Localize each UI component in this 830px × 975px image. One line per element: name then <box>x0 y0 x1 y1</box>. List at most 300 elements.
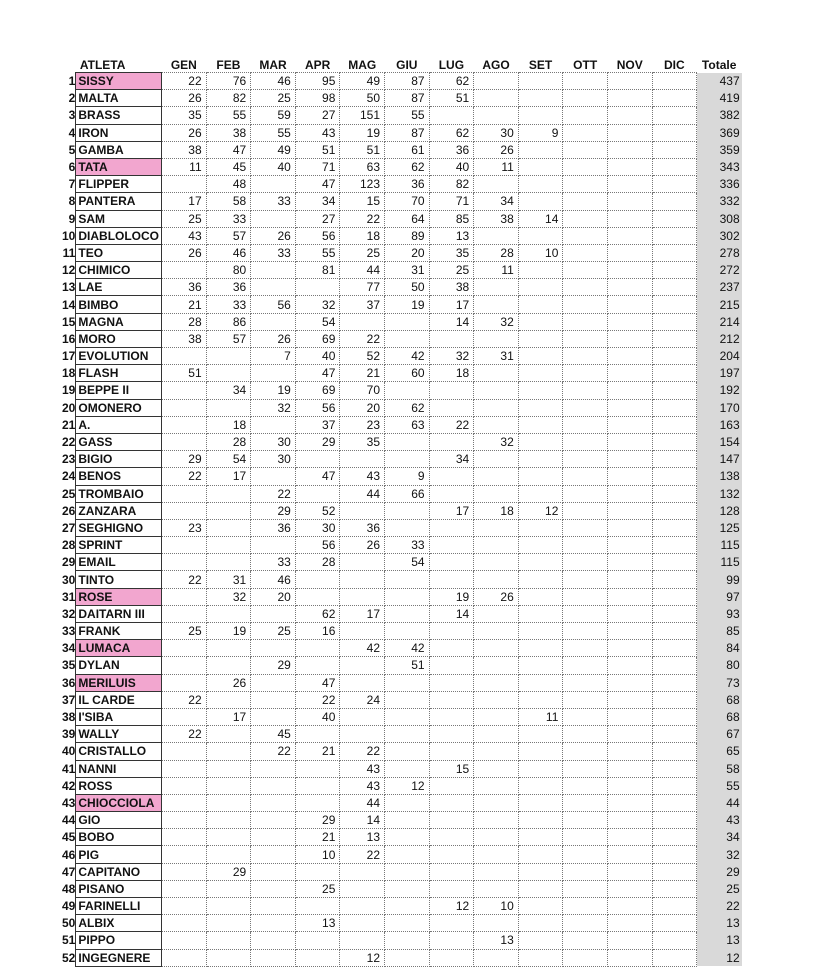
month-cell[interactable] <box>162 829 207 846</box>
month-cell[interactable]: 18 <box>206 416 251 433</box>
month-cell[interactable]: 16 <box>295 623 340 640</box>
month-cell[interactable] <box>206 915 251 932</box>
month-cell[interactable]: 14 <box>429 605 474 622</box>
month-cell[interactable] <box>518 812 563 829</box>
month-cell[interactable] <box>340 502 385 519</box>
month-cell[interactable] <box>385 674 430 691</box>
month-cell[interactable]: 55 <box>295 244 340 261</box>
month-cell[interactable] <box>607 949 652 966</box>
header-ott[interactable]: OTT <box>573 57 598 72</box>
month-cell[interactable]: 17 <box>206 708 251 725</box>
month-cell[interactable]: 38 <box>162 330 207 347</box>
month-cell[interactable]: 29 <box>295 433 340 450</box>
month-cell[interactable] <box>652 708 697 725</box>
month-cell[interactable]: 70 <box>340 382 385 399</box>
month-cell[interactable] <box>563 760 608 777</box>
month-cell[interactable]: 26 <box>340 537 385 554</box>
month-cell[interactable] <box>563 313 608 330</box>
header-giu[interactable]: GIU <box>396 57 418 72</box>
month-cell[interactable] <box>340 708 385 725</box>
month-cell[interactable] <box>474 296 519 313</box>
month-cell[interactable]: 43 <box>340 760 385 777</box>
month-cell[interactable] <box>563 399 608 416</box>
month-cell[interactable] <box>385 433 430 450</box>
month-cell[interactable]: 20 <box>251 588 296 605</box>
month-cell[interactable] <box>607 365 652 382</box>
month-cell[interactable] <box>162 485 207 502</box>
month-cell[interactable]: 43 <box>340 468 385 485</box>
month-cell[interactable] <box>429 640 474 657</box>
header-gen[interactable]: GEN <box>170 57 197 72</box>
month-cell[interactable] <box>518 485 563 502</box>
total-cell[interactable]: 272 <box>697 262 742 279</box>
month-cell[interactable] <box>340 674 385 691</box>
month-cell[interactable] <box>429 485 474 502</box>
month-cell[interactable] <box>607 433 652 450</box>
month-cell[interactable] <box>607 124 652 141</box>
month-cell[interactable] <box>385 932 430 949</box>
month-cell[interactable]: 13 <box>474 932 519 949</box>
month-cell[interactable]: 80 <box>206 262 251 279</box>
month-cell[interactable] <box>607 313 652 330</box>
total-cell[interactable]: 12 <box>697 949 742 966</box>
month-cell[interactable] <box>206 537 251 554</box>
month-cell[interactable] <box>607 279 652 296</box>
month-cell[interactable] <box>206 743 251 760</box>
month-cell[interactable] <box>518 726 563 743</box>
month-cell[interactable] <box>251 846 296 863</box>
total-cell[interactable]: 419 <box>697 90 742 107</box>
month-cell[interactable] <box>607 73 652 90</box>
month-cell[interactable]: 25 <box>295 880 340 897</box>
month-cell[interactable]: 43 <box>295 124 340 141</box>
athlete-name-cell[interactable]: ALBIX <box>76 915 162 932</box>
total-cell[interactable]: 99 <box>697 571 742 588</box>
month-cell[interactable] <box>251 176 296 193</box>
athlete-name-cell[interactable]: FLIPPER <box>76 176 162 193</box>
month-cell[interactable] <box>474 605 519 622</box>
month-cell[interactable]: 42 <box>385 348 430 365</box>
month-cell[interactable] <box>563 726 608 743</box>
month-cell[interactable] <box>652 158 697 175</box>
month-cell[interactable] <box>563 571 608 588</box>
month-cell[interactable]: 9 <box>518 124 563 141</box>
total-cell[interactable]: 44 <box>697 794 742 811</box>
month-cell[interactable] <box>607 244 652 261</box>
month-cell[interactable]: 7 <box>251 348 296 365</box>
month-cell[interactable] <box>429 777 474 794</box>
month-cell[interactable] <box>162 708 207 725</box>
month-cell[interactable] <box>518 73 563 90</box>
month-cell[interactable]: 22 <box>162 691 207 708</box>
month-cell[interactable]: 22 <box>340 846 385 863</box>
month-cell[interactable] <box>474 829 519 846</box>
month-cell[interactable] <box>340 657 385 674</box>
month-cell[interactable]: 98 <box>295 90 340 107</box>
athlete-name-cell[interactable]: CHIOCCIOLA <box>76 794 162 811</box>
month-cell[interactable]: 35 <box>429 244 474 261</box>
month-cell[interactable]: 13 <box>340 829 385 846</box>
athlete-name-cell[interactable]: BIMBO <box>76 296 162 313</box>
month-cell[interactable] <box>652 382 697 399</box>
month-cell[interactable] <box>251 949 296 966</box>
month-cell[interactable] <box>429 812 474 829</box>
month-cell[interactable]: 44 <box>340 262 385 279</box>
athlete-name-cell[interactable]: BRASS <box>76 107 162 124</box>
month-cell[interactable]: 70 <box>385 193 430 210</box>
athlete-name-cell[interactable]: TATA <box>76 158 162 175</box>
month-cell[interactable] <box>295 794 340 811</box>
total-cell[interactable]: 13 <box>697 932 742 949</box>
month-cell[interactable] <box>518 399 563 416</box>
month-cell[interactable] <box>563 73 608 90</box>
month-cell[interactable] <box>563 416 608 433</box>
total-cell[interactable]: 68 <box>697 708 742 725</box>
month-cell[interactable] <box>563 365 608 382</box>
month-cell[interactable] <box>652 726 697 743</box>
month-cell[interactable]: 66 <box>385 485 430 502</box>
month-cell[interactable]: 26 <box>251 330 296 347</box>
month-cell[interactable]: 12 <box>340 949 385 966</box>
month-cell[interactable] <box>474 451 519 468</box>
month-cell[interactable] <box>607 794 652 811</box>
month-cell[interactable] <box>652 863 697 880</box>
month-cell[interactable]: 82 <box>206 90 251 107</box>
month-cell[interactable]: 29 <box>295 812 340 829</box>
month-cell[interactable] <box>385 915 430 932</box>
month-cell[interactable] <box>518 348 563 365</box>
month-cell[interactable]: 32 <box>429 348 474 365</box>
month-cell[interactable] <box>474 90 519 107</box>
month-cell[interactable]: 11 <box>162 158 207 175</box>
month-cell[interactable] <box>206 898 251 915</box>
athlete-name-cell[interactable]: BENOS <box>76 468 162 485</box>
month-cell[interactable]: 71 <box>295 158 340 175</box>
month-cell[interactable] <box>251 640 296 657</box>
month-cell[interactable]: 54 <box>385 554 430 571</box>
month-cell[interactable]: 21 <box>295 829 340 846</box>
month-cell[interactable] <box>295 932 340 949</box>
month-cell[interactable]: 71 <box>429 193 474 210</box>
month-cell[interactable]: 36 <box>340 519 385 536</box>
month-cell[interactable]: 43 <box>162 227 207 244</box>
month-cell[interactable] <box>607 932 652 949</box>
month-cell[interactable] <box>563 949 608 966</box>
month-cell[interactable]: 26 <box>162 90 207 107</box>
month-cell[interactable] <box>563 90 608 107</box>
month-cell[interactable] <box>563 708 608 725</box>
month-cell[interactable] <box>340 726 385 743</box>
header-set[interactable]: SET <box>528 57 553 72</box>
athlete-name-cell[interactable]: DIABLOLOCO <box>76 227 162 244</box>
month-cell[interactable]: 54 <box>295 313 340 330</box>
month-cell[interactable] <box>652 90 697 107</box>
month-cell[interactable] <box>340 623 385 640</box>
month-cell[interactable] <box>162 674 207 691</box>
month-cell[interactable]: 51 <box>385 657 430 674</box>
month-cell[interactable] <box>563 640 608 657</box>
month-cell[interactable] <box>429 932 474 949</box>
month-cell[interactable]: 64 <box>385 210 430 227</box>
month-cell[interactable]: 18 <box>474 502 519 519</box>
month-cell[interactable] <box>429 468 474 485</box>
month-cell[interactable]: 30 <box>474 124 519 141</box>
month-cell[interactable] <box>563 846 608 863</box>
month-cell[interactable]: 85 <box>429 210 474 227</box>
month-cell[interactable] <box>474 365 519 382</box>
month-cell[interactable] <box>607 588 652 605</box>
month-cell[interactable] <box>162 812 207 829</box>
month-cell[interactable] <box>251 794 296 811</box>
month-cell[interactable] <box>385 898 430 915</box>
month-cell[interactable]: 32 <box>474 433 519 450</box>
month-cell[interactable] <box>563 674 608 691</box>
month-cell[interactable] <box>652 365 697 382</box>
total-cell[interactable]: 93 <box>697 605 742 622</box>
total-cell[interactable]: 73 <box>697 674 742 691</box>
total-cell[interactable]: 13 <box>697 915 742 932</box>
month-cell[interactable] <box>162 382 207 399</box>
month-cell[interactable] <box>474 777 519 794</box>
month-cell[interactable]: 19 <box>385 296 430 313</box>
month-cell[interactable]: 24 <box>340 691 385 708</box>
month-cell[interactable] <box>563 915 608 932</box>
month-cell[interactable]: 23 <box>340 416 385 433</box>
athlete-name-cell[interactable]: TINTO <box>76 571 162 588</box>
month-cell[interactable] <box>162 605 207 622</box>
total-cell[interactable]: 437 <box>697 73 742 90</box>
month-cell[interactable] <box>295 571 340 588</box>
athlete-name-cell[interactable]: WALLY <box>76 726 162 743</box>
month-cell[interactable] <box>518 141 563 158</box>
total-cell[interactable]: 204 <box>697 348 742 365</box>
total-cell[interactable]: 125 <box>697 519 742 536</box>
month-cell[interactable]: 37 <box>295 416 340 433</box>
month-cell[interactable] <box>563 537 608 554</box>
month-cell[interactable] <box>607 416 652 433</box>
month-cell[interactable] <box>652 279 697 296</box>
month-cell[interactable]: 87 <box>385 90 430 107</box>
month-cell[interactable]: 51 <box>429 90 474 107</box>
total-cell[interactable]: 115 <box>697 554 742 571</box>
month-cell[interactable] <box>652 794 697 811</box>
month-cell[interactable]: 34 <box>206 382 251 399</box>
month-cell[interactable] <box>652 777 697 794</box>
month-cell[interactable] <box>652 588 697 605</box>
month-cell[interactable] <box>607 193 652 210</box>
month-cell[interactable] <box>429 433 474 450</box>
month-cell[interactable]: 42 <box>385 640 430 657</box>
month-cell[interactable] <box>518 330 563 347</box>
month-cell[interactable]: 47 <box>206 141 251 158</box>
month-cell[interactable] <box>162 537 207 554</box>
month-cell[interactable]: 43 <box>340 777 385 794</box>
month-cell[interactable] <box>518 519 563 536</box>
month-cell[interactable] <box>563 468 608 485</box>
month-cell[interactable] <box>340 880 385 897</box>
month-cell[interactable]: 45 <box>251 726 296 743</box>
total-cell[interactable]: 278 <box>697 244 742 261</box>
total-cell[interactable]: 382 <box>697 107 742 124</box>
month-cell[interactable] <box>652 760 697 777</box>
month-cell[interactable]: 62 <box>385 158 430 175</box>
month-cell[interactable] <box>251 210 296 227</box>
month-cell[interactable] <box>652 949 697 966</box>
month-cell[interactable] <box>162 588 207 605</box>
month-cell[interactable] <box>607 296 652 313</box>
month-cell[interactable] <box>385 829 430 846</box>
month-cell[interactable] <box>652 519 697 536</box>
month-cell[interactable] <box>295 485 340 502</box>
month-cell[interactable]: 38 <box>206 124 251 141</box>
month-cell[interactable] <box>251 880 296 897</box>
athlete-name-cell[interactable]: CAPITANO <box>76 863 162 880</box>
month-cell[interactable]: 17 <box>162 193 207 210</box>
month-cell[interactable] <box>652 657 697 674</box>
athlete-name-cell[interactable]: SAM <box>76 210 162 227</box>
month-cell[interactable] <box>251 777 296 794</box>
month-cell[interactable]: 25 <box>340 244 385 261</box>
total-cell[interactable]: 212 <box>697 330 742 347</box>
month-cell[interactable]: 87 <box>385 73 430 90</box>
month-cell[interactable] <box>607 451 652 468</box>
month-cell[interactable] <box>474 382 519 399</box>
month-cell[interactable] <box>563 262 608 279</box>
month-cell[interactable]: 151 <box>340 107 385 124</box>
month-cell[interactable]: 10 <box>474 898 519 915</box>
month-cell[interactable] <box>652 313 697 330</box>
month-cell[interactable] <box>385 588 430 605</box>
month-cell[interactable] <box>563 657 608 674</box>
month-cell[interactable]: 57 <box>206 227 251 244</box>
month-cell[interactable] <box>251 898 296 915</box>
month-cell[interactable] <box>518 433 563 450</box>
month-cell[interactable]: 47 <box>295 468 340 485</box>
month-cell[interactable] <box>652 244 697 261</box>
month-cell[interactable] <box>607 330 652 347</box>
month-cell[interactable] <box>429 519 474 536</box>
month-cell[interactable]: 25 <box>162 623 207 640</box>
month-cell[interactable]: 25 <box>251 90 296 107</box>
month-cell[interactable] <box>206 485 251 502</box>
total-cell[interactable]: 32 <box>697 846 742 863</box>
month-cell[interactable] <box>563 777 608 794</box>
month-cell[interactable] <box>518 623 563 640</box>
month-cell[interactable]: 22 <box>162 73 207 90</box>
month-cell[interactable] <box>162 743 207 760</box>
month-cell[interactable]: 51 <box>295 141 340 158</box>
athlete-name-cell[interactable]: MALTA <box>76 90 162 107</box>
month-cell[interactable] <box>474 468 519 485</box>
month-cell[interactable] <box>162 846 207 863</box>
month-cell[interactable] <box>518 90 563 107</box>
month-cell[interactable]: 55 <box>251 124 296 141</box>
month-cell[interactable] <box>295 640 340 657</box>
month-cell[interactable] <box>385 949 430 966</box>
month-cell[interactable] <box>607 210 652 227</box>
month-cell[interactable] <box>607 777 652 794</box>
month-cell[interactable]: 26 <box>251 227 296 244</box>
month-cell[interactable] <box>385 880 430 897</box>
month-cell[interactable]: 32 <box>251 399 296 416</box>
month-cell[interactable] <box>563 296 608 313</box>
month-cell[interactable] <box>518 657 563 674</box>
month-cell[interactable] <box>385 313 430 330</box>
month-cell[interactable] <box>385 382 430 399</box>
month-cell[interactable]: 22 <box>340 210 385 227</box>
month-cell[interactable] <box>206 365 251 382</box>
month-cell[interactable]: 19 <box>251 382 296 399</box>
header-ago[interactable]: AGO <box>482 57 510 72</box>
athlete-name-cell[interactable]: PIPPO <box>76 932 162 949</box>
month-cell[interactable] <box>607 554 652 571</box>
month-cell[interactable] <box>474 743 519 760</box>
month-cell[interactable]: 33 <box>251 193 296 210</box>
month-cell[interactable]: 27 <box>295 107 340 124</box>
total-cell[interactable]: 80 <box>697 657 742 674</box>
month-cell[interactable] <box>607 485 652 502</box>
month-cell[interactable] <box>429 571 474 588</box>
month-cell[interactable]: 63 <box>340 158 385 175</box>
month-cell[interactable]: 11 <box>474 262 519 279</box>
month-cell[interactable] <box>206 846 251 863</box>
month-cell[interactable] <box>607 726 652 743</box>
month-cell[interactable] <box>652 485 697 502</box>
month-cell[interactable]: 45 <box>206 158 251 175</box>
month-cell[interactable] <box>652 915 697 932</box>
month-cell[interactable]: 33 <box>251 244 296 261</box>
month-cell[interactable]: 28 <box>295 554 340 571</box>
month-cell[interactable] <box>652 399 697 416</box>
total-cell[interactable]: 34 <box>697 829 742 846</box>
athlete-name-cell[interactable]: IL CARDE <box>76 691 162 708</box>
total-cell[interactable]: 154 <box>697 433 742 450</box>
total-cell[interactable]: 65 <box>697 743 742 760</box>
month-cell[interactable] <box>340 588 385 605</box>
total-cell[interactable]: 359 <box>697 141 742 158</box>
month-cell[interactable] <box>652 554 697 571</box>
month-cell[interactable]: 18 <box>340 227 385 244</box>
month-cell[interactable] <box>518 158 563 175</box>
athlete-name-cell[interactable]: MERILUIS <box>76 674 162 691</box>
month-cell[interactable] <box>563 141 608 158</box>
month-cell[interactable] <box>251 691 296 708</box>
month-cell[interactable]: 22 <box>340 330 385 347</box>
month-cell[interactable] <box>563 519 608 536</box>
athlete-name-cell[interactable]: BOBO <box>76 829 162 846</box>
athlete-name-cell[interactable]: PANTERA <box>76 193 162 210</box>
month-cell[interactable]: 47 <box>295 176 340 193</box>
month-cell[interactable]: 63 <box>385 416 430 433</box>
month-cell[interactable] <box>607 468 652 485</box>
month-cell[interactable]: 17 <box>429 502 474 519</box>
month-cell[interactable] <box>563 451 608 468</box>
total-cell[interactable]: 128 <box>697 502 742 519</box>
month-cell[interactable] <box>206 726 251 743</box>
total-cell[interactable]: 43 <box>697 812 742 829</box>
month-cell[interactable]: 55 <box>385 107 430 124</box>
month-cell[interactable] <box>474 554 519 571</box>
month-cell[interactable]: 62 <box>429 124 474 141</box>
athlete-name-cell[interactable]: INGEGNERE <box>76 949 162 966</box>
month-cell[interactable]: 35 <box>162 107 207 124</box>
month-cell[interactable]: 36 <box>206 279 251 296</box>
athlete-name-cell[interactable]: CHIMICO <box>76 262 162 279</box>
month-cell[interactable]: 33 <box>206 210 251 227</box>
month-cell[interactable] <box>474 107 519 124</box>
month-cell[interactable] <box>251 262 296 279</box>
month-cell[interactable] <box>162 880 207 897</box>
